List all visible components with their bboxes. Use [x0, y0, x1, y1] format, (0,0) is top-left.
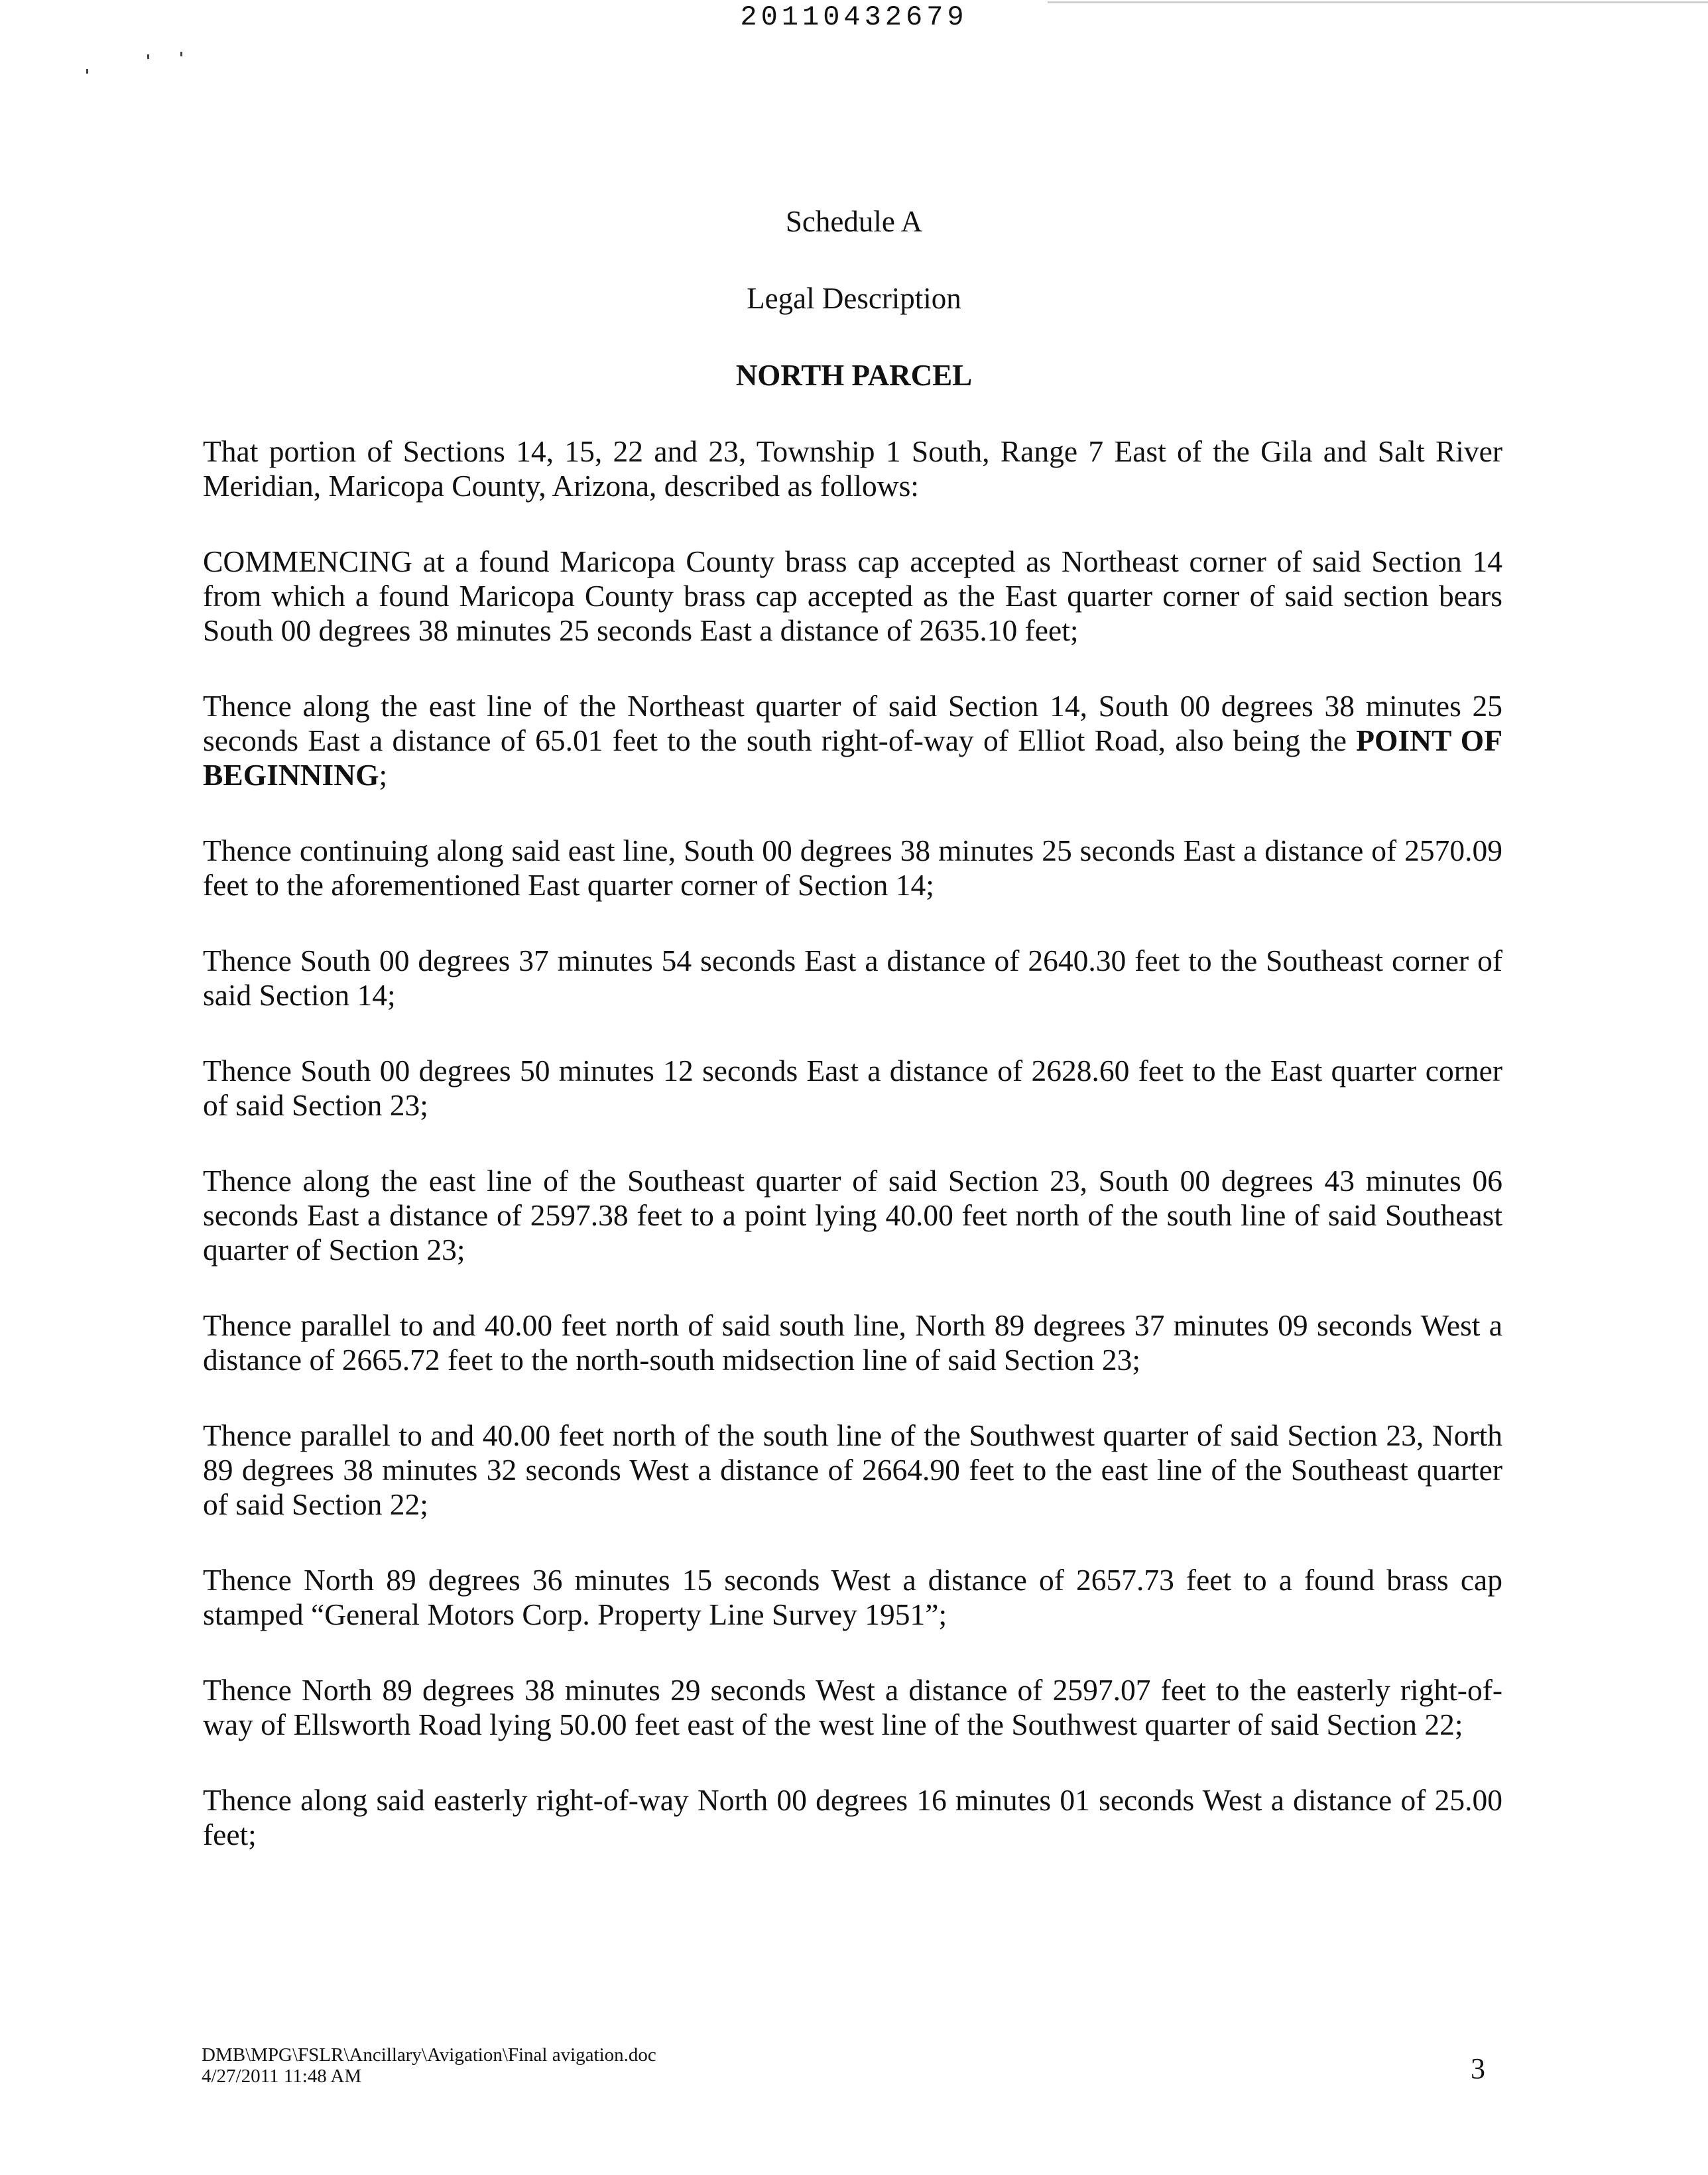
footer-timestamp: 4/27/2011 11:48 AM: [202, 2066, 362, 2087]
paragraph: Thence South 00 degrees 37 minutes 54 seconds East a distance of 2640.30 feet to the Southeast corner of said Section 14;: [203, 944, 1502, 1012]
scan-speck: [180, 52, 182, 56]
scan-speck: [147, 54, 149, 59]
paragraph: COMMENCING at a found Maricopa County brass cap accepted as Northeast corner of said Section 14 from which a found Maricopa County brass cap accepted as the East quarter corner of said section bears South 00 degrees 38 minutes 25 seconds East a distance of 2635.10 feet;: [203, 544, 1502, 647]
scan-speck: [86, 69, 88, 74]
footer: [202, 2044, 656, 2087]
legal-description-body: [203, 434, 1502, 1893]
paragraph: Thence parallel to and 40.00 feet north of said south line, North 89 degrees 37 minutes 09 seconds West a distance of 2665.72 feet to the north-south midsection line of said Section 23;: [203, 1308, 1502, 1377]
footer-file-path: DMB\MPG\FSLR\Ancillary\Avigation\Final avigation.doc: [202, 2044, 656, 2066]
paragraph: Thence North 89 degrees 38 minutes 29 seconds West a distance of 2597.07 feet to the easterly right-of-way of Ellsworth Road lying 50.00 feet east of the west line of the Southwest quarter of said Section 22;: [203, 1673, 1502, 1741]
paragraph: Thence South 00 degrees 50 minutes 12 seconds East a distance of 2628.60 feet to the East quarter corner of said Section 23;: [203, 1054, 1502, 1122]
schedule-title: Schedule A: [785, 205, 923, 238]
document-number: 20110432679: [740, 1, 968, 33]
page-number: 3: [1471, 2052, 1485, 2085]
paragraph: Thence North 89 degrees 36 minutes 15 seconds West a distance of 2657.73 feet to a found brass cap stamped “General Motors Corp. Property Line Survey 1951”;: [203, 1563, 1502, 1631]
parcel-title: NORTH PARCEL: [735, 359, 973, 392]
point-of-beginning: POINT OF BEGINNING: [203, 723, 1502, 792]
paragraph: That portion of Sections 14, 15, 22 and 23, Township 1 South, Range 7 East of the Gila and Salt River Meridian, Maricopa County, Arizona, described as follows:: [203, 434, 1502, 503]
paragraph: Thence continuing along said east line, South 00 degrees 38 minutes 25 seconds East a distance of 2570.09 feet to the aforementioned East quarter corner of Section 14;: [203, 834, 1502, 902]
paragraph: Thence parallel to and 40.00 feet north of the south line of the Southwest quarter of said Section 23, North 89 degrees 38 minutes 32 seconds West a distance of 2664.90 feet to the east line of the Southeast quarter of said Section 22;: [203, 1418, 1502, 1521]
paragraph: Thence along the east line of the Southeast quarter of said Section 23, South 00 degrees 43 minutes 06 seconds East a distance of 2597.38 feet to a point lying 40.00 feet north of the south line of said Southeast quarter of Section 23;: [203, 1164, 1502, 1267]
paragraph: Thence along said easterly right-of-way North 00 degrees 16 minutes 01 seconds West a distance of 25.00 feet;: [203, 1783, 1502, 1851]
paragraph: Thence along the east line of the Northeast quarter of said Section 14, South 00 degrees 38 minutes 25 seconds East a distance of 65.01 feet to the south right-of-way of Elliot Road, also being the POINT OF BEGINNING;: [203, 689, 1502, 792]
document-subtitle: Legal Description: [747, 282, 961, 315]
